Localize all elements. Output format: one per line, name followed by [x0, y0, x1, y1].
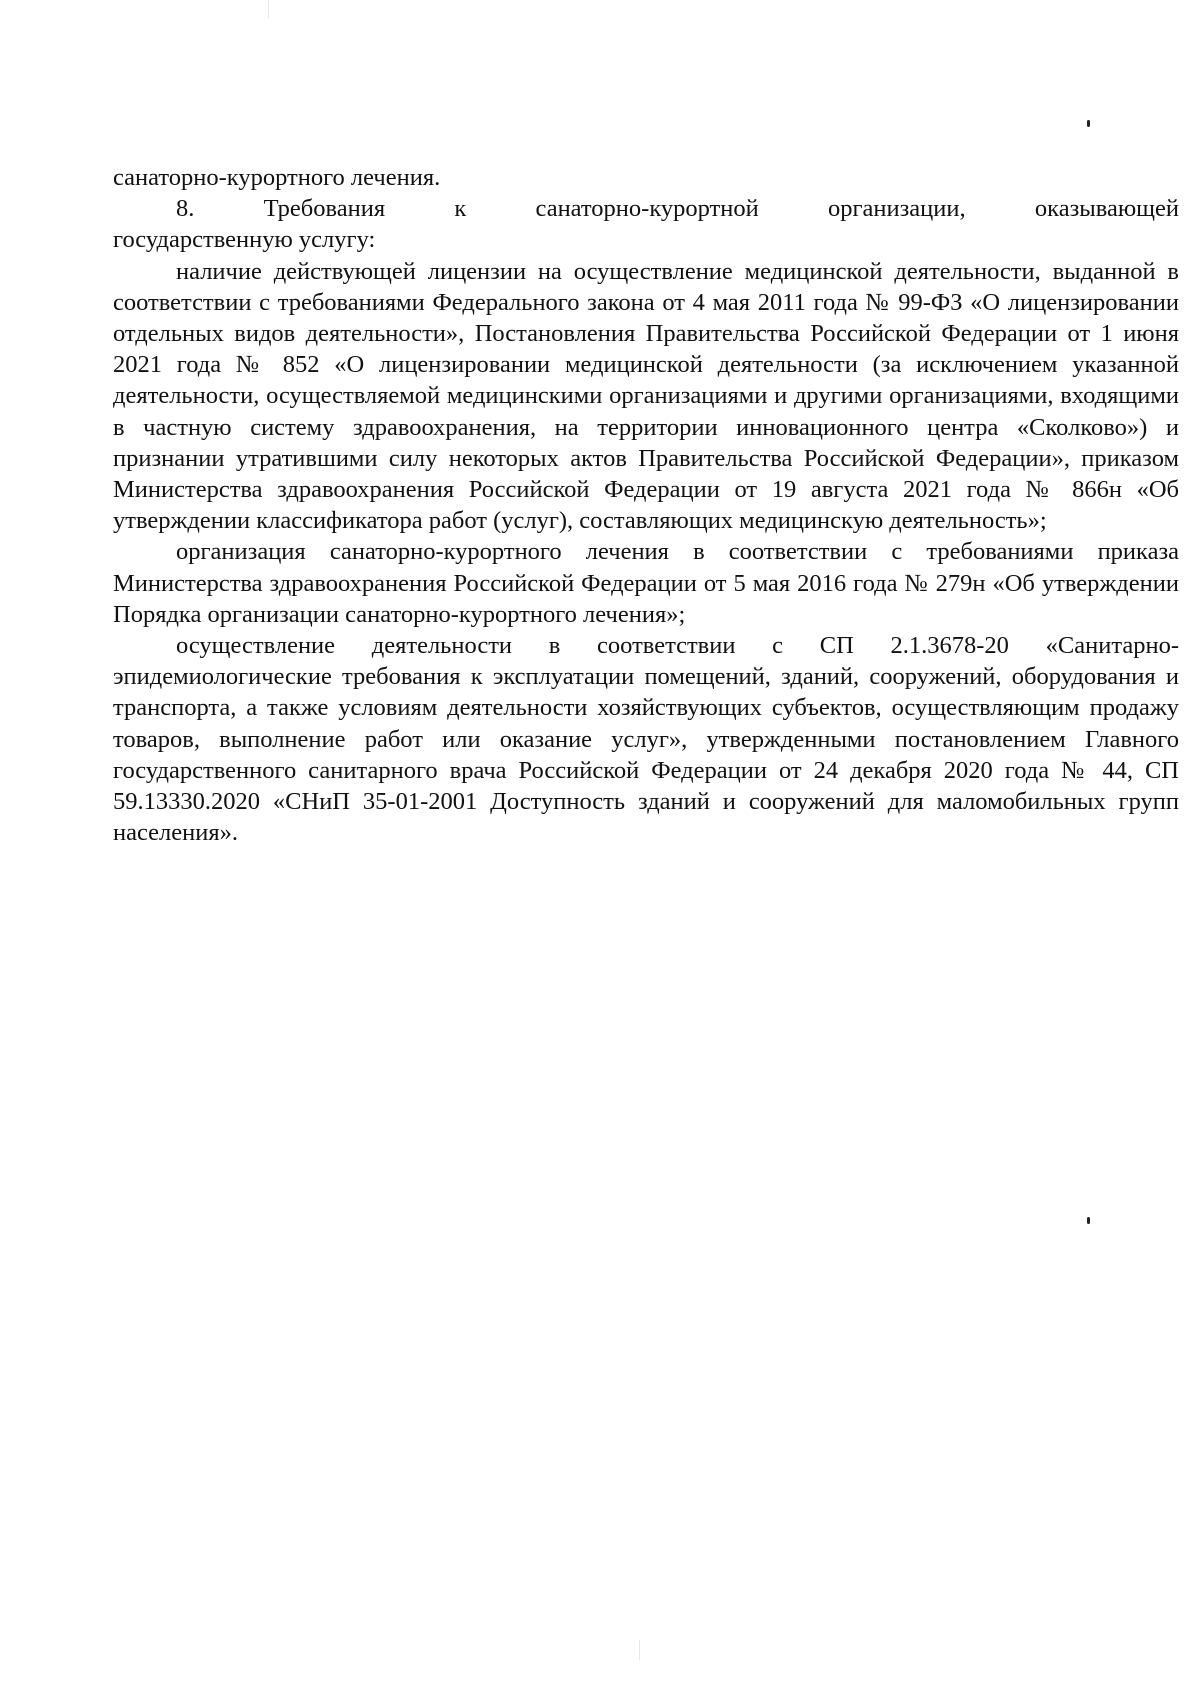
paragraph-treatment-organization: организация санаторно-курортного лечения в соответствии с требованиями приказа Министерства здравоохранения Российской Федерации от 5 мая 2016 года № 279н «Об утверждении Порядка организации санаторно-курортного лечения»;	[113, 538, 1179, 628]
scan-speck-bottom	[1087, 1217, 1090, 1224]
paragraph-license: наличие действующей лицензии на осуществление медицинской деятельности, выданной в соответствии с требованиями Федерального закона от 4 мая 2011 года № 99-ФЗ «О лицензировании отдельных видов деятельности», Постановления Правительства Российской Федерации от 1 июня 2021 года № 852 «О лицензировании медицинской деятельности (за исключением указанной деятельности, осуществляемой медицинскими организациями и другими организациями, входящими в частную систему здравоохранения, на территории инновационного центра «Сколково») и признании утратившими силу некоторых актов Правительства Российской Федерации», приказом Министерства здравоохранения Российской Федерации от 19 августа 2021 года № 866н «Об утверждении классификатора работ (услуг), составляющих медицинскую деятельность»;	[113, 257, 1179, 535]
scan-speck-top	[1087, 120, 1090, 127]
scan-artifact-top	[268, 0, 269, 18]
item-8-word: санаторно-курортной	[535, 195, 759, 223]
item-8-word: организации,	[827, 195, 966, 223]
intro-tail-line: санаторно-курортного лечения.	[113, 164, 441, 191]
document-body	[113, 162, 1179, 848]
item-8-word: к	[454, 195, 467, 223]
scan-artifact-bottom	[639, 1640, 640, 1660]
paragraph-sanitary-requirements: осуществление деятельности в соответствии с СП 2.1.3678-20 «Санитарно-эпидемиологические требования к эксплуатации помещений, зданий, сооружений, оборудования и транспорта, а также условиям деятельности хозяйствующих субъектов, осуществляющим продажу товаров, выполнение работ или оказание услуг», утвержденными постановлением Главного государственного санитарного врача Российской Федерации от 24 декабря 2020 года № 44, СП 59.13330.2020 «СНиП 35-01-2001 Доступность зданий и сооружений для маломобильных групп населения».	[113, 632, 1179, 847]
item-8-number: 8.	[176, 195, 195, 223]
item-8-word: оказывающей	[1034, 195, 1179, 223]
item-8-heading	[113, 193, 1179, 224]
item-8-word: Требования	[263, 195, 386, 223]
item-8-continuation: государственную услугу:	[113, 226, 376, 254]
